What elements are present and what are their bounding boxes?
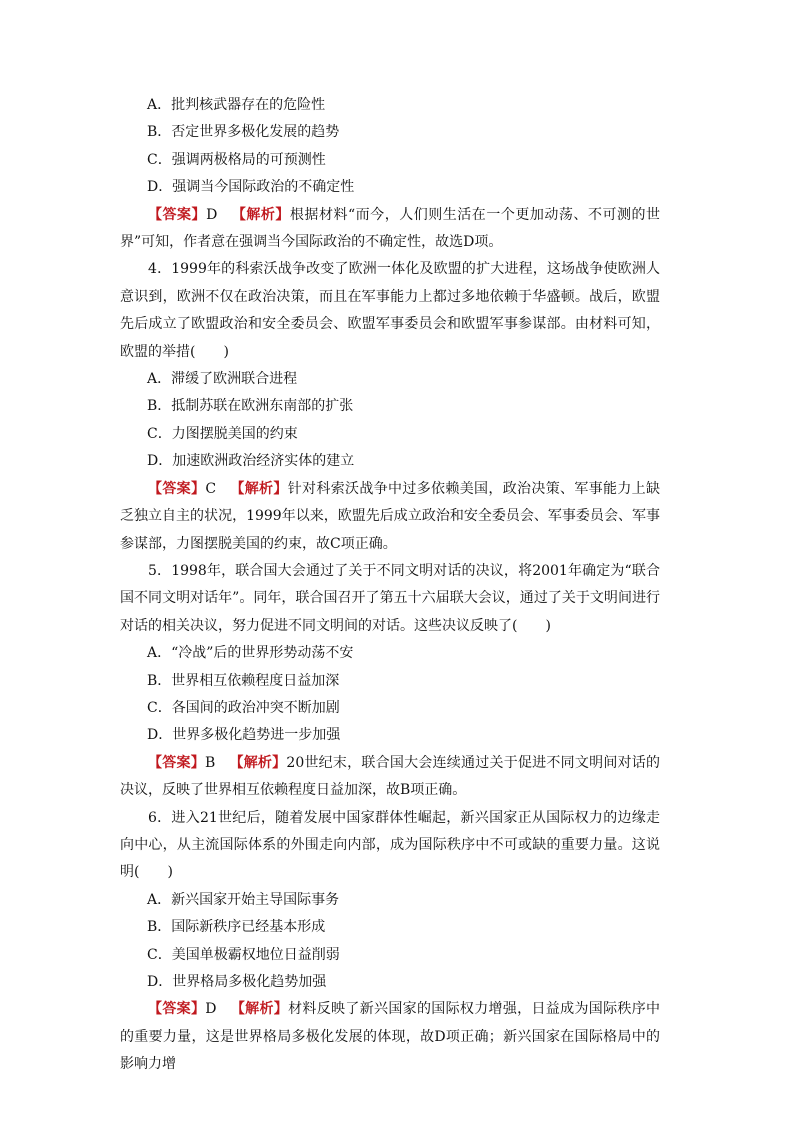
q4-option-c: C．力图摆脱美国的约束 — [147, 425, 298, 442]
q6-option-a: A．新兴国家开始主导国际事务 — [147, 891, 340, 908]
q5-answer — [120, 750, 660, 805]
q6-option-c: C．美国单极霸权地位日益削弱 — [147, 946, 340, 963]
q5-option-a: A．“冷战”后的世界形势动荡不安 — [147, 645, 354, 662]
analysis-text: 针对科索沃战争中过多依赖美国，政治决策、军事能力上缺乏独立自主的状况，1999年以来，欧盟先后成立政治和安全委员会、军事委员会、军事参谋部，力图摆脱美国的约束，故C项正确。 — [120, 480, 661, 552]
answer-label: 【答案】 — [148, 480, 206, 497]
q4-stem: 4．1999年的科索沃战争改变了欧洲一体化及欧盟的扩大进程，这场战争使欧洲人意识到，欧洲不仅在政治决策，而且在军事能力上都过多地依赖于华盛顿。战后，欧盟先后成立了欧盟政治和安全委员会、欧盟军事委员会和欧盟军事参谋部。由材料可知，欧盟的举措( ) — [120, 261, 660, 360]
q5-stem: 5．1998年，联合国大会通过了关于不同文明对话的决议，将2001年确定为“联合国不同文明对话年”。同年，联合国召开了第五十六届联大会议，通过了关于文明间进行对话的相关决议，努力促进不同文明间的对话。这些决议反映了( ) — [120, 562, 660, 634]
answer-value: D — [206, 206, 218, 223]
q4-option-d: D．加速欧洲政治经济实体的建立 — [147, 453, 355, 470]
analysis-text: 根据材料“而今，人们则生活在一个更加动荡、不可测的世界”可知，作者意在强调当今国际政治的不确定性，故选D项。 — [120, 206, 661, 251]
q3-option-b: B．否定世界多极化发展的趋势 — [147, 124, 340, 141]
q5-option-c: C．各国间的政治冲突不断加剧 — [147, 699, 340, 716]
q4-option-b: B．抵制苏联在欧洲东南部的扩张 — [147, 398, 354, 415]
q4-answer — [120, 476, 660, 558]
answer-value: C — [205, 480, 217, 497]
q3-answer — [120, 202, 660, 257]
q5-option-b: B．世界相互依赖程度日益加深 — [147, 672, 340, 689]
answer-value: D — [205, 1001, 217, 1018]
answer-value: B — [204, 754, 216, 771]
question-content — [120, 92, 660, 1079]
q3-option-c: C．强调两极格局的可预测性 — [147, 151, 326, 168]
q3-option-d: D．强调当今国际政治的不确定性 — [147, 179, 355, 196]
q6-option-b: B．国际新秩序已经基本形成 — [147, 919, 326, 936]
analysis-label: 【解析】 — [231, 206, 290, 223]
analysis-text: 材料反映了新兴国家的国际权力增强，日益成为国际秩序中的重要力量，这是世界格局多极化发展的体现，故D项正确；新兴国家在国际格局中的影响力增 — [120, 1001, 661, 1073]
analysis-label: 【解析】 — [229, 754, 287, 771]
q5-option-d: D．世界多极化趋势进一步加强 — [147, 727, 341, 744]
q4-option-a: A．滞缓了欧洲联合进程 — [147, 371, 298, 388]
q3-option-a: A．批判核武器存在的危险性 — [147, 97, 326, 113]
q6-stem: 6．进入21世纪后，随着发展中国家群体性崛起，新兴国家正从国际权力的边缘走向中心，从主流国际体系的外围走向内部，成为国际秩序中不可或缺的重要力量。这说明( ) — [120, 809, 660, 881]
analysis-label: 【解析】 — [230, 1001, 289, 1018]
q6-answer — [120, 996, 660, 1078]
q6-option-d: D．世界格局多极化趋势加强 — [147, 974, 327, 990]
answer-label: 【答案】 — [148, 206, 207, 223]
analysis-label: 【解析】 — [230, 480, 288, 497]
answer-label: 【答案】 — [148, 1001, 206, 1018]
answer-label: 【答案】 — [148, 754, 205, 771]
analysis-text: 20世纪末，联合国大会连续通过关于促进不同文明间对话的决议，反映了世界相互依赖程度日益加深，故B项正确。 — [120, 754, 661, 799]
